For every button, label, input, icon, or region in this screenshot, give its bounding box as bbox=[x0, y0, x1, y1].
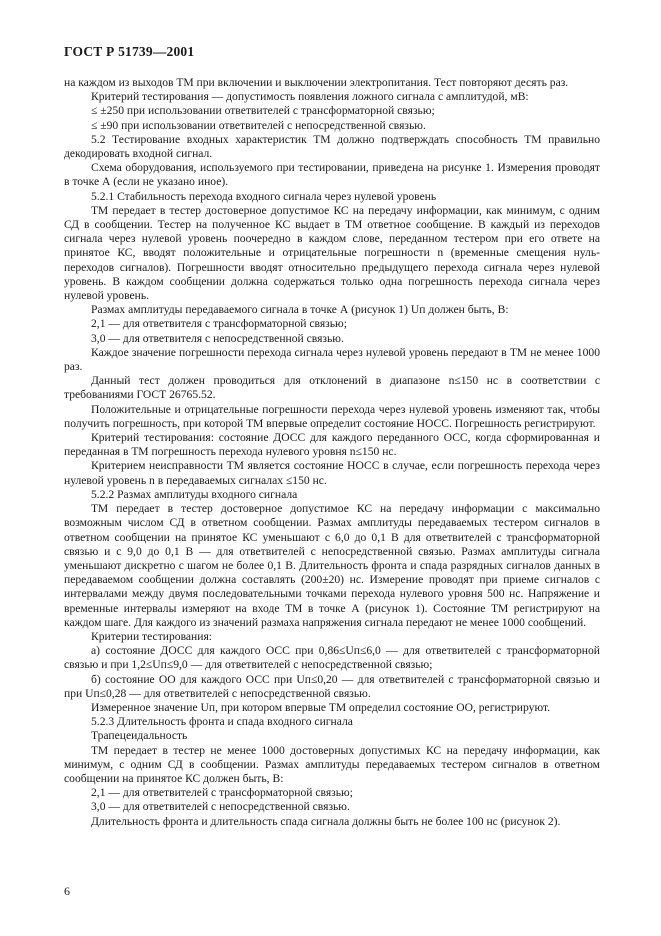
paragraph-1: на каждом из выходов ТМ при включении и выключении электропитания. Тест повторяют десять раз. bbox=[64, 76, 569, 89]
paragraph-20: а) состояние ДОСС для каждого ОСС при 0,86≤Uп≤6,0 — для ответвителей с трансформаторной связью и при 1,2≤Uп≤9,0 — для ответвителей с непосредственной связью; bbox=[64, 644, 600, 672]
standard-title: ГОСТ Р 51739—2001 bbox=[64, 44, 195, 59]
paragraph-8: ТМ передает в тестер достоверное допустимое КС на передачу информации, как минимум, с одним СД в сообщении. Тестер на полученное КС выдает в ТМ ответное сообщение. В каждый из переходов сигнала через нулевой уровень поочередно в каждом слове, переданном тестером при его ответе на принятое КС, вводят положительные и отрицательные погрешности n (временные смещения нуль-переходов сигналов). Погрешности вводят относительно предыдущего перехода сигнала через нулевой уровень. В каждом сообщении должна содержаться только одна погрешность перехода сигнала через нулевой уровень. bbox=[64, 203, 600, 303]
paragraph-13: Данный тест должен проводиться для отклонений в диапазоне n≤150 нс в соответствии с требованиями ГОСТ 26765.52. bbox=[64, 374, 600, 402]
paragraph-12: Каждое значение погрешности перехода сигнала через нулевой уровень передают в ТМ не менее 1000 раз. bbox=[64, 345, 600, 374]
section-heading-5-2-2: 5.2.2 Размах амплитуды входного сигнала bbox=[91, 487, 298, 501]
paragraph-18: ТМ передает в тестер достоверное допустимое КС на передачу информации с максимально возможным числом СД в ответном сообщении. Размах амплитуды передаваемых тестером сигналов в ответном сообщении на принятое КС уменьшают с 6,0 до 0,1 В для ответвителей с трансформаторной связью и с 9,0 до 0,1 В — для ответвителей с непосредственной связью. Размах амплитуды сигнала уменьшают дискретно с шагом не более 0,1 В. Длительность фронта и спада разрядных сигналов данных в передаваемом сообщении должна составлять (200±20) нс. Измерение проводят при приеме сигналов с интервалами между двумя последовательными точками перехода нулевого уровня 500 нс. Напряжение и временные интервалы измеряют на входе ТМ в точке А (рисунок 1). Состояние ТМ регистрируют на каждом шаге. Для каждого из значений размаха напряжения сигнала передают не менее 1000 сообщений. bbox=[64, 502, 600, 629]
paragraph-11: 3,0 — для ответвителя с непосредственной связью. bbox=[91, 331, 344, 345]
section-heading-5-2-3: 5.2.3 Длительность фронта и спада входного сигнала bbox=[91, 715, 353, 729]
paragraph-26: 2,1 — для ответвителей с трансформаторной связью; bbox=[91, 786, 353, 800]
body-text bbox=[64, 76, 600, 829]
paragraph-14: Положительные и отрицательные погрешности перехода через нулевой уровень изменяют так, чтобы получить погрешность, при которой ТМ впервые определит состояние НОСС. Погрешность регистрируют. bbox=[64, 402, 600, 430]
paragraph-19: Критерии тестирования: bbox=[91, 629, 212, 643]
paragraph-4: ≤ ±90 при использовании ответвителей с непосредственной связью. bbox=[91, 118, 426, 132]
paragraph-6: Схема оборудования, используемого при тестировании, приведена на рисунке 1. Измерения проводят в точке А (если не указано иное). bbox=[64, 161, 600, 189]
paragraph-2: Критерий тестирования — допустимость появления ложного сигнала с амплитудой, мВ: bbox=[91, 90, 529, 104]
paragraph-3: ≤ ±250 при использовании ответвителей с трансформаторной связью; bbox=[91, 104, 435, 118]
paragraph-16: Критерием неисправности ТМ является состояние НОСС в случае, если погрешность перехода через нулевой уровень n в передаваемых сигналах ≤150 нс. bbox=[64, 459, 600, 487]
paragraph-25: ТМ передает в тестер не менее 1000 достоверных допустимых КС на передачу информации, как минимум, с одним СД в сообщении. Размах амплитуды передаваемых тестером сигналов в ответном сообщении на принятое КС должен быть, В: bbox=[64, 743, 600, 785]
paragraph-10: 2,1 — для ответвителя с трансформаторной связью; bbox=[91, 317, 347, 331]
section-heading-5-2-1: 5.2.1 Стабильность перехода входного сигнала через нулевой уровень bbox=[91, 189, 437, 203]
paragraph-24: Трапецеидальность bbox=[91, 729, 188, 743]
page-number: 6 bbox=[64, 884, 70, 898]
paragraph-22: Измеренное значение Uп, при котором впервые ТМ определил состояние ОО, регистрируют. bbox=[91, 700, 551, 714]
paragraph-21: б) состояние ОО для каждого ОСС при Uп≤0,20 — для ответвителей с трансформаторной связью и при Uп≤0,28 — для ответвителей с непосредственной связью. bbox=[64, 672, 600, 700]
paragraph-27: 3,0 — для ответвителей с непосредственной связью. bbox=[91, 800, 350, 814]
paragraph-5: 5.2 Тестирование входных характеристик ТМ должно подтверждать способность ТМ правильно декодировать входной сигнал. bbox=[64, 132, 600, 161]
paragraph-28: Длительность фронта и длительность спада сигнала должны быть не более 100 нс (рисунок 2). bbox=[91, 814, 561, 828]
paragraph-15: Критерий тестирования: состояние ДОСС для каждого переданного ОСС, когда сформированная и переданная в ТМ погрешность перехода нулевого уровня n≤150 нс. bbox=[64, 431, 600, 459]
paragraph-9: Размах амплитуды передаваемого сигнала в точке А (рисунок 1) Uп должен быть, В: bbox=[91, 303, 509, 317]
